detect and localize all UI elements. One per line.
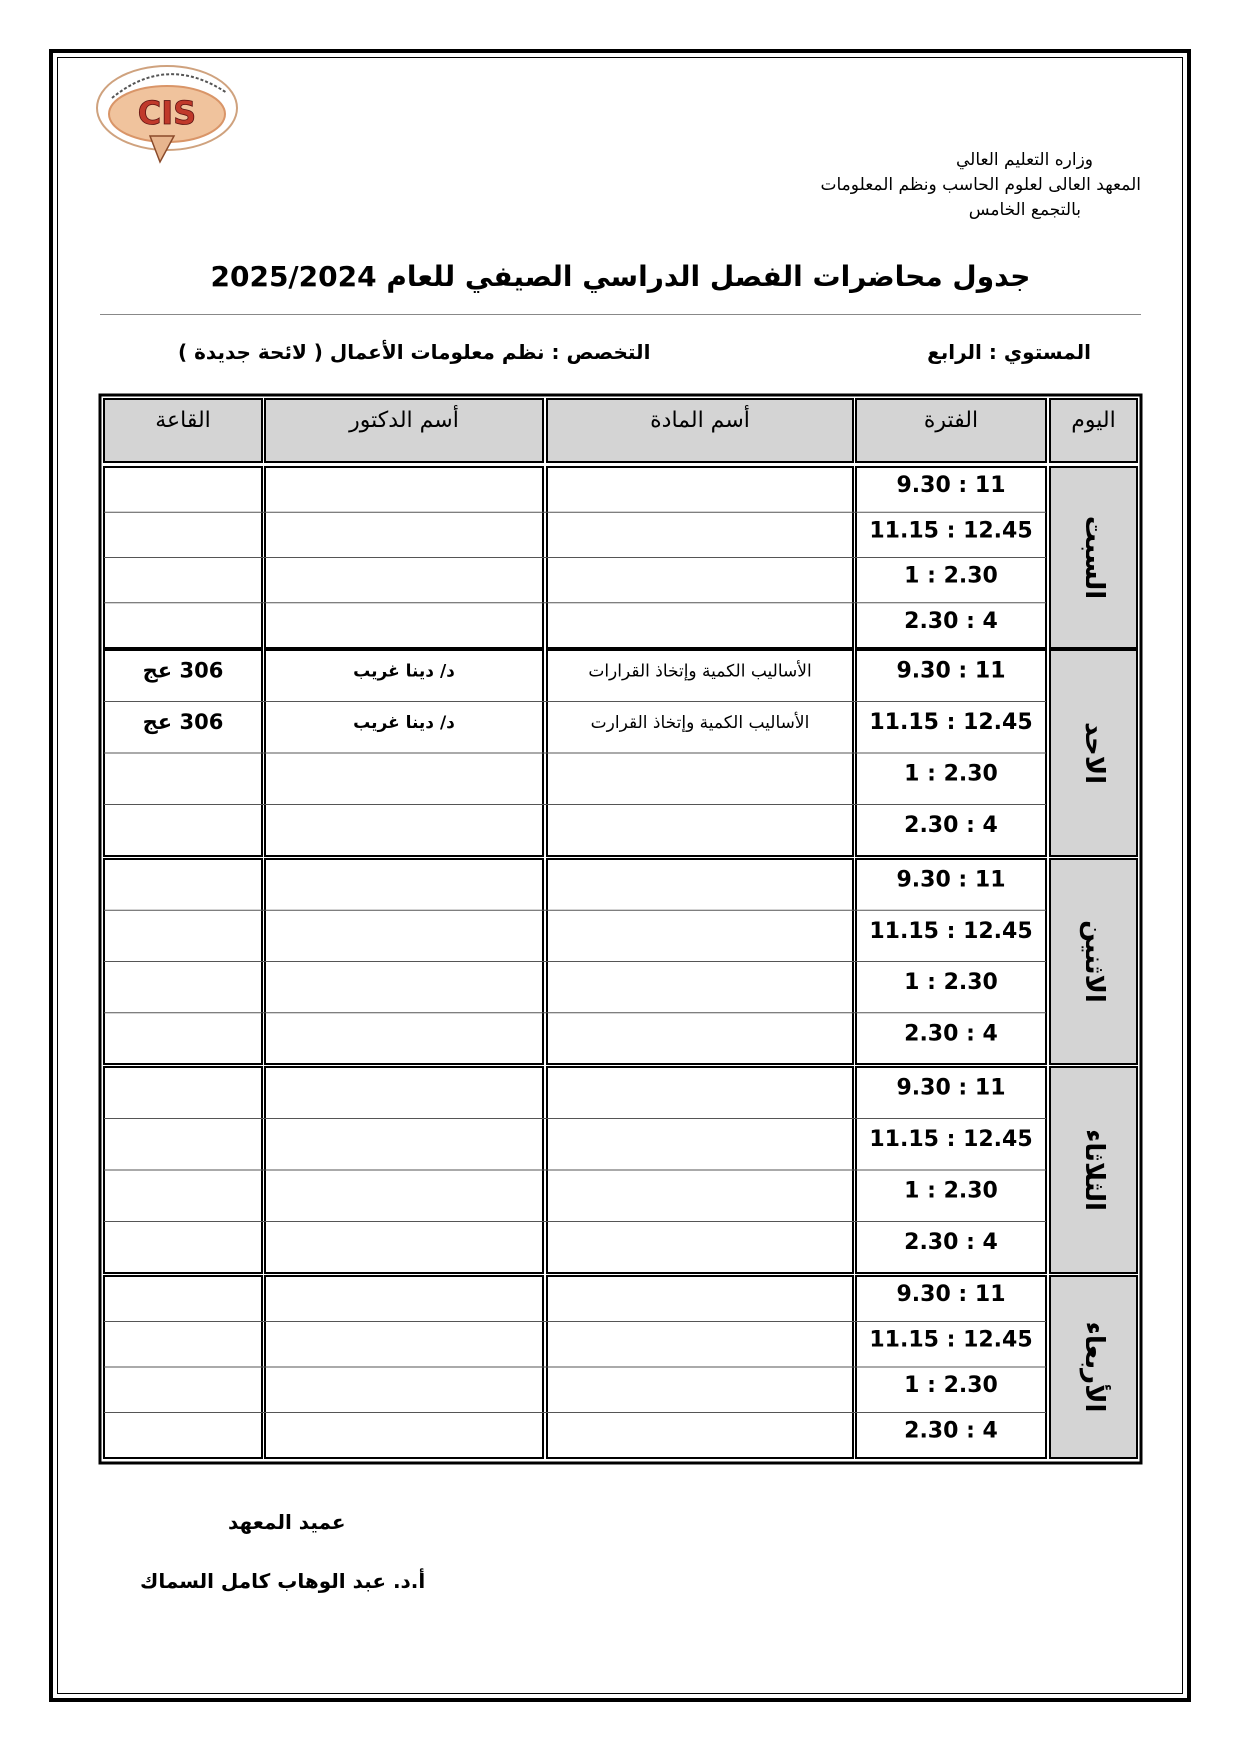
period-cell: 11 : 9.30	[896, 473, 1006, 499]
period-cell: 11 : 9.30	[896, 867, 1006, 893]
period-cell: 2.30 : 1	[904, 970, 998, 996]
period-cell: 12.45 : 11.15	[869, 1127, 1033, 1153]
header-day: اليوم	[1071, 408, 1116, 433]
period-cell: 2.30 : 1	[904, 563, 998, 589]
period-cell: 12.45 : 11.15	[869, 518, 1033, 544]
ministry-name: وزاره التعليم العالي	[955, 150, 1093, 170]
dean-name: أ.د. عبد الوهاب كامل السماك	[140, 1569, 426, 1593]
doctor-cell: د/ دينا غريب	[353, 661, 455, 682]
period-cell: 11 : 9.30	[896, 658, 1006, 684]
period-cell: 2.30 : 1	[904, 1373, 998, 1399]
room-cell: 306 عج	[142, 710, 224, 735]
period-cell: 11 : 9.30	[896, 1282, 1006, 1308]
period-cell: 4 : 2.30	[904, 1230, 998, 1256]
header-room: القاعة	[155, 408, 211, 433]
logo-text: CIS	[137, 94, 197, 132]
specialization-label: التخصص : نظم معلومات الأعمال ( لائحة جديدة )	[178, 340, 651, 364]
day-label: الاحد	[1079, 721, 1109, 785]
period-cell: 12.45 : 11.15	[869, 1327, 1033, 1353]
institute-location: بالتجمع الخامس	[968, 200, 1081, 220]
dean-title: عميد المعهد	[228, 1510, 346, 1534]
day-label: السبت	[1079, 515, 1109, 600]
header-doctor: أسم الدكتور	[349, 408, 459, 433]
subject-cell: الأساليب الكمية وإتخاذ القرارات	[588, 661, 812, 682]
period-cell: 2.30 : 1	[904, 761, 998, 787]
period-cell: 12.45 : 11.15	[869, 710, 1033, 736]
period-cell: 2.30 : 1	[904, 1178, 998, 1204]
day-label: الأربعاء	[1079, 1321, 1109, 1413]
header-period: الفترة	[923, 408, 979, 433]
day-label: الاثنين	[1079, 920, 1109, 1003]
level-label: المستوي : الرابع	[927, 340, 1091, 364]
doctor-cell: د/ دينا غريب	[353, 713, 455, 734]
institute-name: المعهد العالى لعلوم الحاسب ونظم المعلومات	[820, 175, 1141, 195]
subject-cell: الأساليب الكمية وإتخاذ القرارت	[590, 713, 810, 734]
period-cell: 4 : 2.30	[904, 608, 998, 634]
period-cell: 11 : 9.30	[896, 1075, 1006, 1101]
page-title: جدول محاضرات الفصل الدراسي الصيفي للعام 2025/2024	[210, 260, 1031, 293]
period-cell: 4 : 2.30	[904, 1418, 998, 1444]
room-cell: 306 عج	[142, 658, 224, 683]
period-cell: 4 : 2.30	[904, 813, 998, 839]
period-cell: 4 : 2.30	[904, 1021, 998, 1047]
day-label: الثلاثاء	[1079, 1129, 1109, 1211]
header-subject: أسم المادة	[650, 408, 750, 433]
period-cell: 12.45 : 11.15	[869, 918, 1033, 944]
